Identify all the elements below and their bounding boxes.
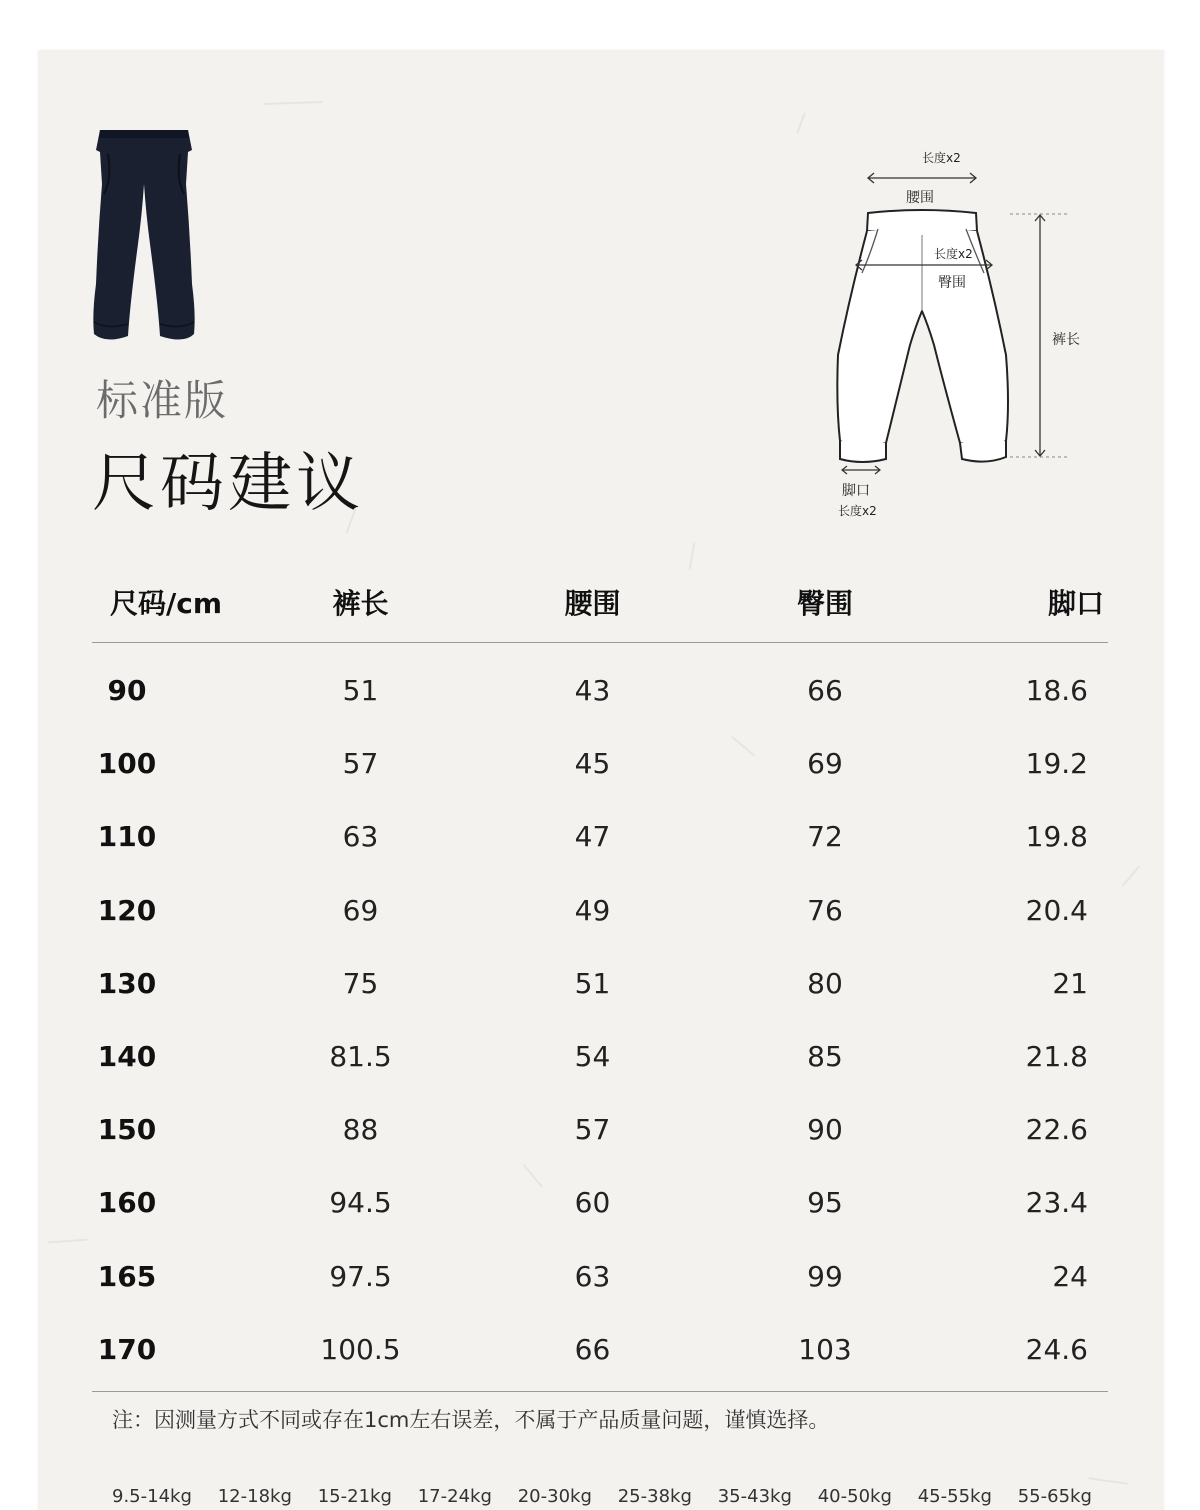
hip-cell: 103 [693, 1313, 957, 1392]
table-row [92, 947, 1108, 1020]
hip-cell: 95 [807, 1186, 843, 1220]
weight-range-item: 17-24kg [417, 1486, 492, 1507]
hip-cell: 69 [807, 747, 843, 781]
weight-range-item: 40-50kg [817, 1486, 892, 1507]
size-cell: 100 [97, 747, 157, 781]
header-cuff: 脚口 [957, 562, 1108, 643]
size-cell: 160 [97, 1186, 157, 1220]
waist-cell: 49 [574, 893, 611, 927]
cuff-cell: 22.6 [1025, 1113, 1088, 1147]
subtitle: 标准版 [96, 376, 229, 425]
disclaimer-note: 注：因测量方式不同或存在1cm左右误差，不属于产品质量问题，谨慎选择。 [112, 1408, 830, 1432]
hip-length-note: 长度x2 [934, 247, 973, 261]
weight-range-item: 20-30kg [517, 1486, 592, 1507]
pants-length-cell: 69 [342, 893, 379, 927]
waist-cell: 54 [574, 1040, 611, 1074]
measurement-diagram [830, 145, 1090, 525]
pants-length-cell: 88 [342, 1113, 379, 1147]
waist-cell: 57 [574, 1113, 611, 1147]
waist-cell: 47 [574, 820, 611, 854]
waist-cell: 45 [574, 747, 611, 781]
cuff-length-note: 长度x2 [838, 504, 877, 518]
weight-range-item: 9.5-14kg [112, 1486, 192, 1507]
pants-length-label: 裤长 [1052, 332, 1080, 348]
pants-product-image [88, 124, 200, 348]
cuff-cell: 21.8 [1025, 1040, 1088, 1074]
waist-cell: 51 [574, 966, 611, 1000]
pants-length-cell: 94.5 [329, 1186, 392, 1220]
hip-label: 臀围 [938, 275, 966, 291]
waist-cell: 60 [574, 1186, 611, 1220]
cuff-cell: 23.4 [1025, 1186, 1088, 1220]
table-row [92, 1093, 1108, 1166]
waist-length-note: 长度x2 [922, 151, 961, 165]
size-chart-table [92, 562, 1108, 1392]
hip-cell: 80 [807, 966, 843, 1000]
table-row [92, 1166, 1108, 1239]
table-row [92, 1020, 1108, 1093]
cuff-cell: 24 [1052, 1259, 1088, 1293]
size-cell: 150 [97, 1113, 157, 1147]
table-row [92, 800, 1108, 873]
weight-range-item: 15-21kg [317, 1486, 392, 1507]
pants-length-cell: 75 [342, 966, 379, 1000]
waist-label: 腰围 [906, 190, 934, 206]
waist-cell: 63 [574, 1259, 611, 1293]
weight-range-item: 25-38kg [617, 1486, 692, 1507]
table-row [92, 1313, 1108, 1392]
pants-length-cell: 63 [342, 820, 379, 854]
hip-cell: 99 [807, 1259, 843, 1293]
cuff-cell: 18.6 [1025, 674, 1088, 708]
table-row [92, 643, 1108, 728]
cuff-cell: 21 [1052, 966, 1088, 1000]
weight-range-row [112, 1486, 1092, 1507]
hip-cell: 72 [807, 820, 843, 854]
hip-cell: 90 [807, 1113, 843, 1147]
header-hip: 臀围 [693, 562, 957, 643]
pants-length-cell: 81.5 [329, 1040, 392, 1074]
hip-cell: 76 [807, 893, 843, 927]
table-row [92, 727, 1108, 800]
pants-length-cell: 97.5 [329, 1259, 392, 1293]
size-cell: 130 [97, 966, 157, 1000]
hip-cell: 66 [807, 674, 843, 708]
header-size: 尺码/cm [92, 562, 229, 643]
cuff-cell: 19.2 [1025, 747, 1088, 781]
size-cell: 140 [97, 1040, 157, 1074]
hip-cell: 85 [807, 1040, 843, 1074]
pants-length-cell: 100.5 [229, 1313, 492, 1392]
size-cell: 170 [92, 1313, 229, 1392]
waist-cell: 43 [574, 674, 611, 708]
weight-range-item: 12-18kg [217, 1486, 292, 1507]
size-cell: 90 [107, 674, 147, 708]
page-title: 尺码建议 [92, 447, 364, 521]
cuff-cell: 19.8 [1025, 820, 1088, 854]
size-cell: 120 [97, 893, 157, 927]
cuff-cell: 24.6 [957, 1313, 1108, 1392]
table-header-row [92, 562, 1108, 643]
weight-range-item: 45-55kg [917, 1486, 992, 1507]
size-cell: 165 [97, 1259, 157, 1293]
header-pants-length: 裤长 [229, 562, 492, 643]
header-waist: 腰围 [492, 562, 693, 643]
waist-cell: 66 [492, 1313, 693, 1392]
weight-range-item: 55-65kg [1017, 1486, 1092, 1507]
cuff-cell: 20.4 [1025, 893, 1088, 927]
table-row [92, 874, 1108, 947]
weight-range-item: 35-43kg [717, 1486, 792, 1507]
pants-length-cell: 51 [342, 674, 379, 708]
size-cell: 110 [97, 820, 157, 854]
pants-length-cell: 57 [342, 747, 379, 781]
table-row [92, 1240, 1108, 1313]
cuff-label: 脚口 [842, 483, 870, 499]
